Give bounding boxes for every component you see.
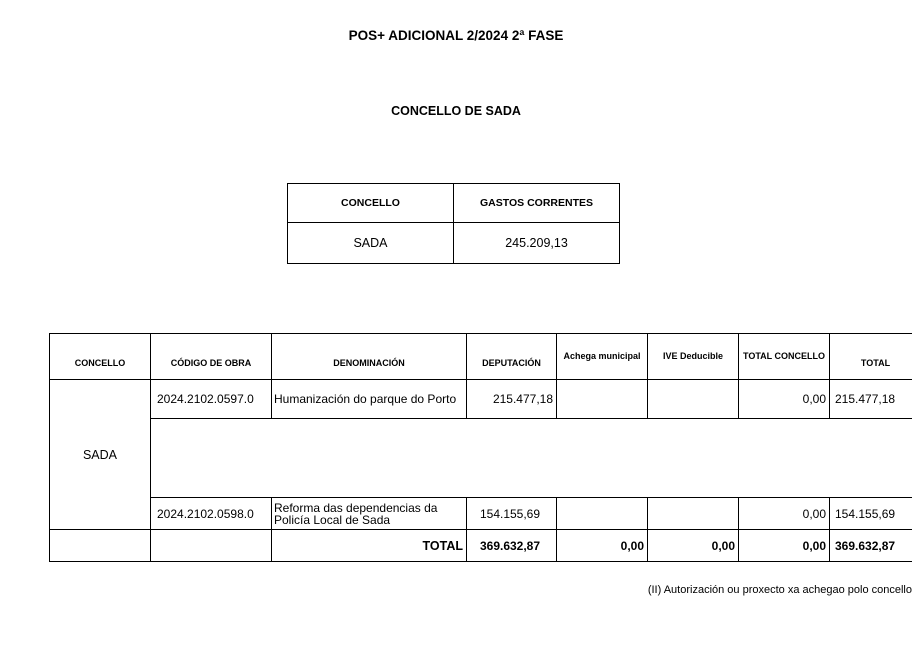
totals-ive: 0,00	[648, 530, 739, 562]
spacer-cell	[151, 419, 912, 498]
summary-concello-value: SADA	[288, 223, 454, 264]
achega-cell	[557, 498, 648, 530]
table-header-row	[50, 334, 912, 380]
total-concello-cell: 0,00	[739, 380, 830, 419]
achega-cell	[557, 380, 648, 419]
concello-name-cell: SADA	[50, 380, 151, 530]
summary-data-row	[288, 223, 620, 264]
summary-table	[287, 183, 620, 264]
codigo-cell: 2024.2102.0597.0	[151, 380, 272, 419]
totals-empty-cell	[151, 530, 272, 562]
table-row	[50, 380, 912, 419]
summary-header-gastos: GASTOS CORRENTES	[454, 184, 620, 223]
totals-achega: 0,00	[557, 530, 648, 562]
document-title: POS+ ADICIONAL 2/2024 2ª FASE	[348, 28, 564, 43]
ive-cell	[648, 498, 739, 530]
footnote: (II) Autorización ou proxecto xa achegao polo concello	[647, 584, 912, 596]
header-deputacion: DEPUTACIÓN	[467, 334, 557, 380]
table-spacer-row	[50, 419, 912, 498]
summary-gastos-value: 245.209,13	[454, 223, 620, 264]
deputacion-cell: 215.477,18	[467, 380, 557, 419]
header-codigo-obra: CÓDIGO DE OBRA	[151, 334, 272, 380]
denominacion-cell: Reforma das dependencias da Policía Local de Sada	[272, 498, 467, 530]
denominacion-cell: Humanización do parque do Porto	[272, 380, 467, 419]
totals-total: 369.632,87	[830, 530, 912, 562]
summary-header-row	[288, 184, 620, 223]
totals-row	[50, 530, 912, 562]
main-table-viewport	[0, 330, 912, 575]
works-table	[49, 333, 912, 562]
total-concello-cell: 0,00	[739, 498, 830, 530]
totals-empty-cell	[50, 530, 151, 562]
header-ive-deducible: IVE Deducible	[648, 334, 739, 380]
header-denominacion: DENOMINACIÓN	[272, 334, 467, 380]
summary-header-concello: CONCELLO	[288, 184, 454, 223]
header-achega-municipal: Achega municipal	[557, 334, 648, 380]
header-concello: CONCELLO	[50, 334, 151, 380]
totals-label: TOTAL	[272, 530, 467, 562]
totals-total-concello: 0,00	[739, 530, 830, 562]
totals-deputacion: 369.632,87	[467, 530, 557, 562]
document-subtitle: CONCELLO DE SADA	[391, 104, 521, 118]
codigo-cell: 2024.2102.0598.0	[151, 498, 272, 530]
header-total: TOTAL	[830, 334, 912, 380]
total-cell: 215.477,18	[830, 380, 912, 419]
ive-cell	[648, 380, 739, 419]
table-row	[50, 498, 912, 530]
header-total-concello: TOTAL CONCELLO	[739, 334, 830, 380]
deputacion-cell: 154.155,69	[467, 498, 557, 530]
total-cell: 154.155,69	[830, 498, 912, 530]
